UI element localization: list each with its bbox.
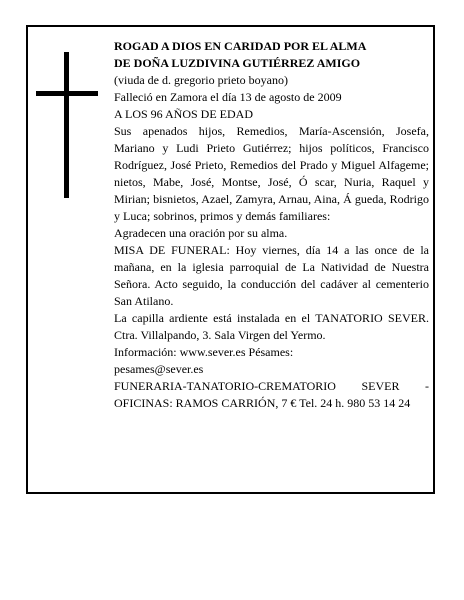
info-line-1: Información: www.sever.es Pésames:	[114, 345, 294, 359]
funeral-paragraph: MISA DE FUNERAL: Hoy viernes, día 14 a las once de la mañana, en la iglesia parroquial de La Natividad de Nuestra Señora. Acto seguido, la conducción del cadáver al cementerio San Atilano.	[114, 243, 429, 308]
company-paragraph: FUNERARIA-TANATORIO-CREMATORIO SEVER - OFICINAS: RAMOS CARRIÓN, 7 € Tel. 24 h. 980 53 14 24	[114, 379, 429, 410]
cross-icon	[36, 52, 98, 198]
widow-of-line: (viuda de d. gregorio prieto boyano)	[114, 73, 288, 87]
thanks-line: Agradecen una oración por su alma.	[114, 226, 288, 240]
obituary-text	[114, 38, 429, 412]
family-paragraph: Sus apenados hijos, Remedios, María-Ascensión, Josefa, Mariano y Ludi Prieto Gutiérrez; hijos políticos, Francisco Rodríguez, José Prieto, Remedios del Prado y Miguel Alfageme; nietos, Mabe, José, Montse, José, Ó scar, Nuria, Raquel y Mirian; bisnietos, Azael, Zamyra, Arnau, Aina, Á gueda, Rodrigo y Luca; sobrinos, primos y demás familiares:	[114, 124, 429, 223]
chapel-paragraph: La capilla ardiente está instalada en el TANATORIO SEVER. Ctra. Villalpando, 3. Sala Virgen del Yermo.	[114, 311, 429, 342]
cross-horizontal-bar	[36, 91, 98, 96]
death-info-line: Falleció en Zamora el día 13 de agosto de 2009	[114, 90, 342, 104]
cross-vertical-bar	[64, 52, 69, 198]
headline-line-2: DE DOÑA LUZDIVINA GUTIÉRREZ AMIGO	[114, 56, 361, 70]
headline-line-1: ROGAD A DIOS EN CARIDAD POR EL ALMA	[114, 39, 367, 53]
age-line: A LOS 96 AÑOS DE EDAD	[114, 107, 254, 121]
info-line-2: pesames@sever.es	[114, 362, 204, 376]
